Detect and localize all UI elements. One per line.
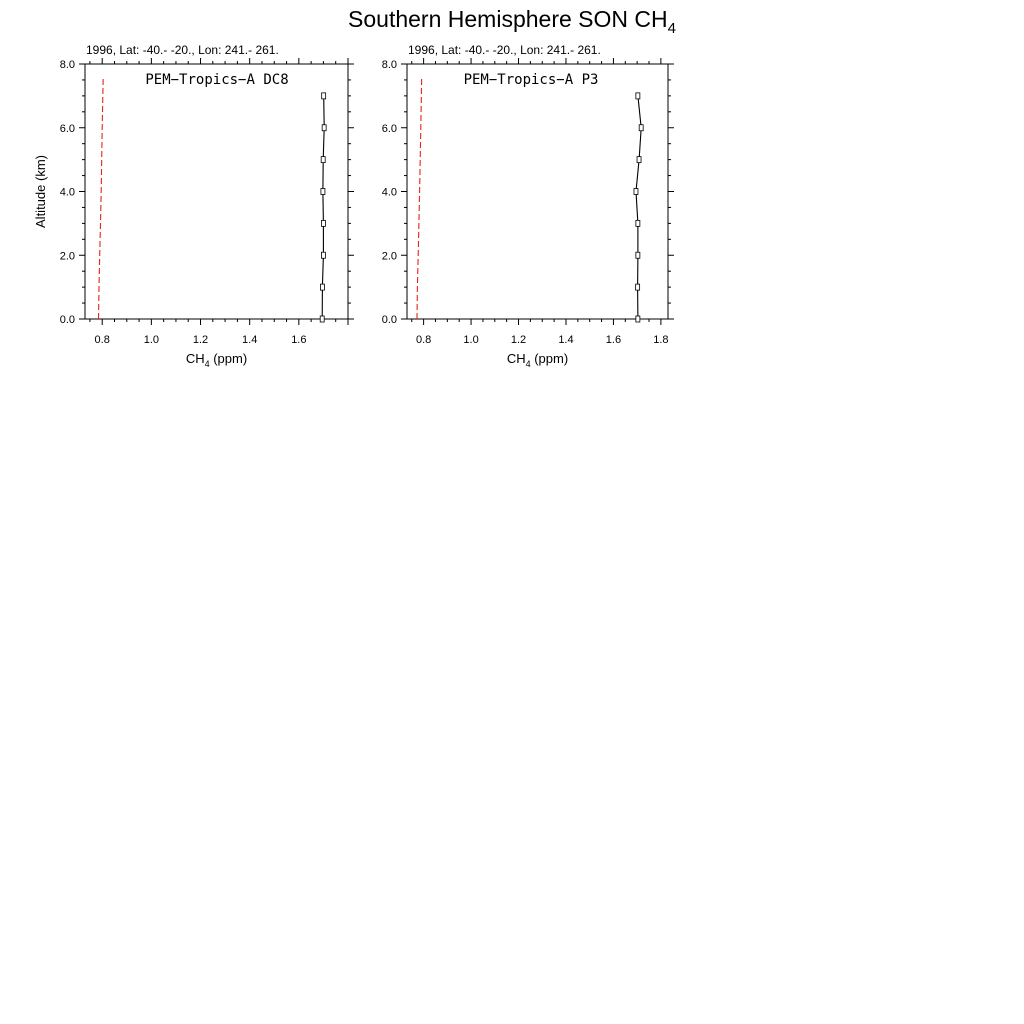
y-tick-label: 0.0: [59, 314, 75, 326]
observation-marker: [636, 284, 640, 290]
observation-marker: [322, 93, 326, 99]
x-tick-label: 1.6: [291, 334, 307, 346]
panel-subtitle: 1996, Lat: -40.- -20., Lon: 241.- 261.: [408, 43, 601, 57]
panel-subtitle: 1996, Lat: -40.- -20., Lon: 241.- 261.: [86, 43, 279, 57]
observation-marker: [636, 220, 640, 226]
x-tick-label: 1.6: [605, 334, 622, 346]
x-tick-label: 1.2: [510, 334, 527, 346]
observation-marker: [320, 284, 324, 290]
y-tick-label: 8.0: [381, 59, 397, 71]
observation-marker: [636, 316, 640, 322]
x-axis-label-subscript: 4: [204, 359, 210, 369]
x-tick-label: 1.4: [558, 334, 574, 346]
observation-marker: [636, 252, 640, 258]
panel-annotation: PEM−Tropics−A P3: [463, 72, 599, 88]
y-tick-label: 6.0: [381, 122, 397, 135]
observation-marker: [321, 220, 325, 226]
observation-marker: [637, 157, 641, 163]
y-tick-label: 2.0: [59, 250, 75, 263]
y-axis-label: Altitude (km): [33, 155, 48, 228]
observation-marker: [321, 189, 325, 195]
observation-marker: [636, 93, 640, 99]
x-tick-label: 1.4: [242, 334, 258, 346]
observation-marker: [639, 125, 643, 131]
observation-marker: [321, 157, 325, 163]
y-tick-label: 0.0: [381, 314, 397, 326]
y-tick-label: 4.0: [59, 186, 75, 199]
observation-marker: [634, 189, 638, 195]
figure-title-main: Southern Hemisphere SON CH: [348, 6, 668, 32]
observation-marker: [320, 316, 324, 322]
x-axis-label-main: CH: [506, 351, 526, 366]
y-tick-label: 2.0: [381, 250, 397, 263]
x-tick-label: 1.0: [143, 334, 160, 346]
x-tick-label: 0.8: [415, 334, 432, 346]
x-tick-label: 1.8: [653, 334, 669, 346]
observation-marker: [322, 125, 326, 131]
y-tick-label: 6.0: [59, 122, 75, 135]
x-axis-label-unit: (ppm): [209, 351, 248, 366]
panel-annotation: PEM−Tropics−A DC8: [145, 72, 289, 88]
x-axis-label-subscript: 4: [525, 359, 531, 369]
x-axis-label-unit: (ppm): [530, 351, 569, 366]
observation-marker: [321, 252, 325, 258]
x-tick-label: 1.0: [463, 334, 479, 346]
x-axis-label-main: CH: [185, 351, 205, 366]
figure-title-subscript: 4: [667, 20, 676, 37]
x-tick-label: 0.8: [94, 334, 110, 346]
y-tick-label: 8.0: [59, 59, 75, 71]
x-tick-label: 1.2: [192, 334, 209, 346]
y-tick-label: 4.0: [381, 186, 397, 199]
